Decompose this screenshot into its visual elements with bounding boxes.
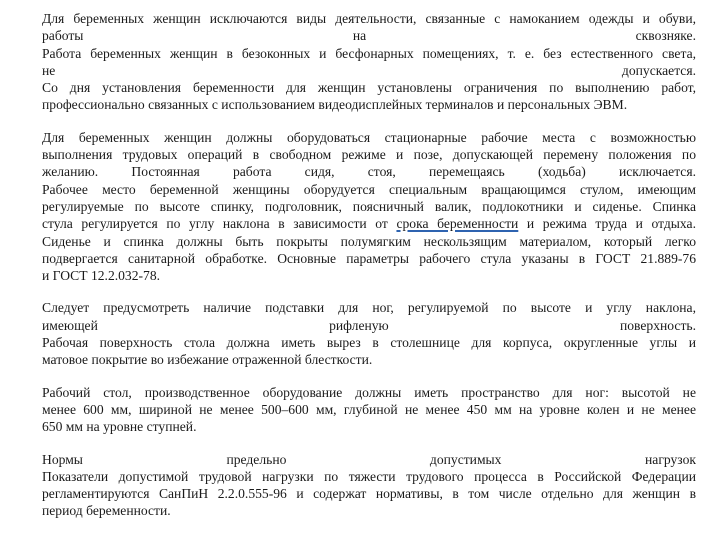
text-line: выполнения трудовых операций в свободном режиме и позе, допускающей перемену положения по — [42, 147, 696, 163]
paragraph-footrest — [42, 299, 696, 368]
text-line: 650 мм на уровне ступней. — [42, 419, 197, 435]
pregnancy-term-link[interactable]: срока беременности — [396, 216, 519, 232]
text-line: период беременности. — [42, 503, 171, 519]
text-line: работы на сквозняке. — [42, 28, 696, 44]
text-line-with-link — [42, 215, 696, 232]
paragraph-workplace — [42, 129, 696, 285]
text-line: Для беременных женщин должны оборудоваться стационарные рабочие места с возможностью — [42, 129, 696, 145]
text-line: Следует предусмотреть наличие подставки для ног, регулируемой по высоте и углу наклона, — [42, 300, 696, 316]
paragraph-restrictions — [42, 10, 696, 114]
text-line: и ГОСТ 12.2.032-78. — [42, 268, 161, 284]
paragraph-legroom — [42, 384, 696, 436]
text-line: Показатели допустимой трудовой нагрузки по тяжести трудового процесса в Российской Федерации — [42, 468, 696, 484]
text-line: желанию. Постоянная работа сидя, стоя, перемещаясь (ходьба) исключается. — [42, 164, 696, 180]
link-line-before: стула регулируется по углу наклона в зависимости от — [42, 216, 397, 232]
text-line: подвергается санитарной обработке. Основные параметры рабочего стула указаны в ГОСТ 21.889-76 — [42, 250, 696, 266]
text-line: имеющей рифленую поверхность. — [42, 317, 696, 333]
text-line: регулируемые по высоте спинку, подголовник, поясничный валик, подлокотники и сиденье. Спинка — [42, 198, 696, 214]
text-line: Для беременных женщин исключаются виды деятельности, связанные с намоканием одежды и обуви, — [42, 11, 696, 26]
text-line: профессионально связанных с использованием видеодисплейных терминалов и персональных ЭВМ. — [42, 97, 628, 113]
paragraph-load-norms — [42, 451, 696, 520]
link-line-after: и режима труда и отдыха. — [518, 216, 696, 232]
document-body — [42, 10, 696, 520]
text-line: Рабочее место беременной женщины оборудуется специальным вращающимся стулом, имеющим — [42, 181, 696, 197]
text-line: не допускается. — [42, 62, 696, 78]
section-heading-line: Нормы предельно допустимых нагрузок — [42, 451, 696, 467]
text-line: менее 600 мм, шириной не менее 500–600 мм, глубиной не менее 450 мм на уровне колен и не менее — [42, 401, 696, 417]
text-line: Работа беременных женщин в безоконных и бесфонарных помещениях, т. е. без естественного света, — [42, 45, 696, 61]
text-line: регламентируются СанПиН 2.2.0.555-96 и содержат нормативы, в том числе отдельно для женщин в — [42, 486, 696, 502]
text-line: Со дня установления беременности для женщин установлены ограничения по выполнению работ, — [42, 80, 696, 96]
text-line: матовое покрытие во избежание отраженной блесткости. — [42, 352, 373, 368]
text-line: Сиденье и спинка должны быть покрыты полумягким нескользящим материалом, который легко — [42, 233, 696, 249]
text-line: Рабочий стол, производственное оборудование должны иметь пространство для ног: высотой не — [42, 384, 696, 400]
text-line: Рабочая поверхность стола должна иметь вырез в столешнице для корпуса, округленные углы и — [42, 335, 696, 351]
